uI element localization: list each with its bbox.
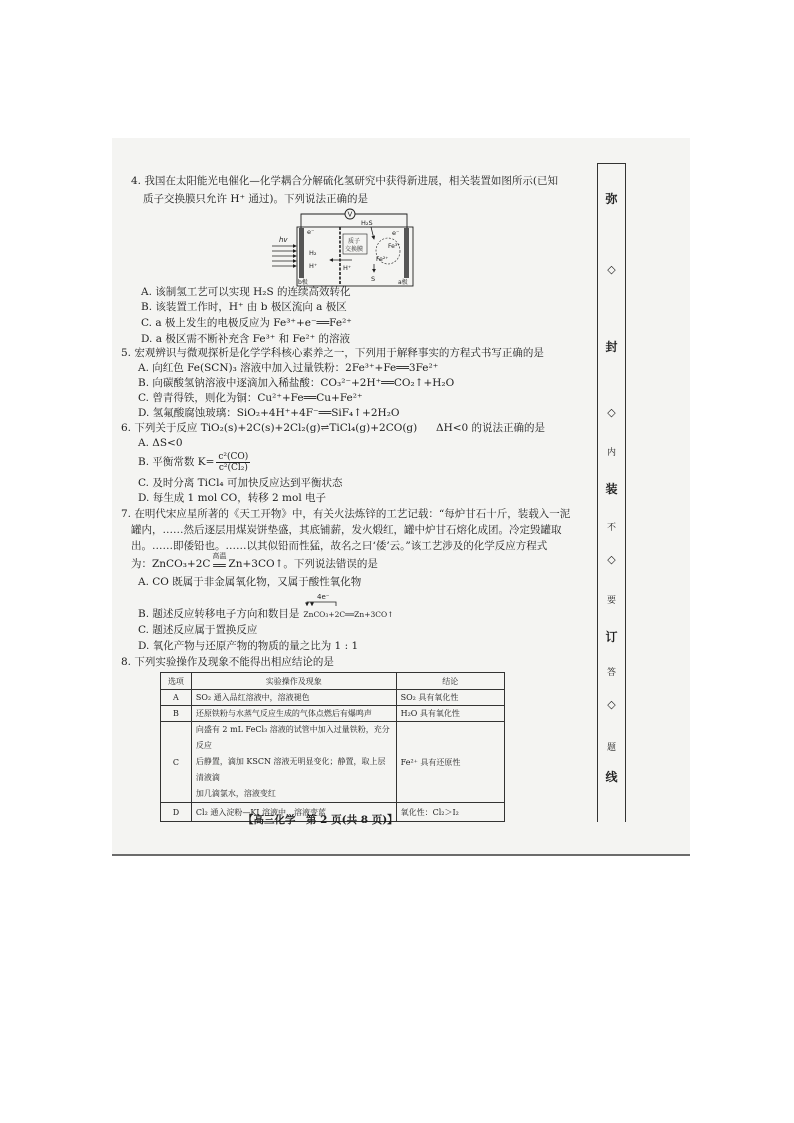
membrane-label-line-1: 质子 <box>348 238 361 245</box>
sulfur-label: S <box>371 275 376 283</box>
q6-option-b <box>138 451 250 473</box>
row-operation-line: 后静置，滴加 KSCN 溶液无明显变化；静置，取上层清液滴 <box>195 757 386 782</box>
strip-diamond: ◇ <box>607 406 616 419</box>
row-option: C <box>161 722 192 803</box>
q7-equation-right: Zn+3CO↑。下列说法错误的是 <box>228 558 378 570</box>
header-operation: 实验操作及现象 <box>191 673 396 690</box>
strip-diamond: ◇ <box>607 263 616 276</box>
table-row <box>161 706 505 722</box>
strip-char: 线 <box>605 770 618 784</box>
q7-equation-left: 为：ZnCO₃+2C <box>131 558 211 570</box>
table-row <box>161 690 505 706</box>
q4-option-b: B. 该装置工作时，H⁺ 由 b 极区流向 a 极区 <box>141 301 347 313</box>
page-footer: 【高三化学 第 2 页(共 8 页)】 <box>243 814 398 826</box>
q5-option-b: B. 向碳酸氢钠溶液中逐滴加入稀盐酸：CO₃²⁻+2H⁺══CO₂↑+H₂O <box>138 377 455 389</box>
strip-diamond: ◇ <box>607 698 616 711</box>
condition-high-temperature: 高温 <box>212 552 227 560</box>
q7-stem-line-4 <box>131 552 378 572</box>
header-option: 选项 <box>161 673 192 690</box>
strip-char: 弥 <box>605 192 618 206</box>
electron-left-label: e⁻ <box>307 228 315 236</box>
row-operation: 还原铁粉与水蒸气反应生成的气体点燃后有爆鸣声 <box>191 706 396 722</box>
q7-stem-line-2: 罐内，……然后逐层用煤炭饼垫盛，其底铺薪，发火煅红，罐中炉甘石熔化成团。冷定毁罐取 <box>131 524 562 536</box>
q7-option-c: C. 题述反应属于置换反应 <box>138 624 258 636</box>
strip-small-char: 内 <box>606 448 616 458</box>
q7-option-a: A. CO 既属于非金属氧化物，又属于酸性氧化物 <box>138 576 362 588</box>
light-label: hv <box>279 236 288 244</box>
q4-electrolysis-diagram <box>268 206 418 290</box>
a-pole-label: a极 <box>398 279 408 286</box>
fraction-denominator: c²(Cl₂) <box>218 462 248 473</box>
q6-option-b-prefix: B. 平衡常数 K= <box>138 456 215 468</box>
q5-stem: 5. 宏观辨识与微观探析是化学学科核心素养之一，下列用于解释事实的方程式书写正确的是 <box>121 347 544 359</box>
row-option: B <box>161 706 192 722</box>
strip-small-char: 要 <box>606 596 616 606</box>
electron-right-label: e⁻ <box>392 229 400 237</box>
strip-small-char: 答 <box>606 668 616 678</box>
b-pole-label: b极 <box>298 279 308 286</box>
q5-option-a: A. 向红色 Fe(SCN)₃ 溶液中加入过量铁粉：2Fe³⁺+Fe══3Fe²⁺ <box>138 362 439 374</box>
strip-char: 装 <box>605 482 618 496</box>
q4-option-d: D. a 极区需不断补充含 Fe³⁺ 和 Fe²⁺ 的溶液 <box>141 333 351 345</box>
row-conclusion: Fe²⁺ 具有还原性 <box>396 722 504 803</box>
q7-option-d: D. 氧化产物与还原产物的物质的量之比为 1 : 1 <box>138 640 359 652</box>
row-conclusion: 氧化性：Cl₂＞I₂ <box>396 803 504 822</box>
binding-strip <box>597 163 626 822</box>
row-conclusion: SO₂ 具有氧化性 <box>396 690 504 706</box>
q6-option-a: A. ΔS<0 <box>138 437 183 449</box>
q7-option-b-text: B. 题述反应转移电子方向和数目是 <box>138 608 300 620</box>
condition-equals-sign: ══ <box>213 560 226 572</box>
q4-stem-line-1: 4. 我国在太阳能光电催化—化学耦合分解硫化氢研究中获得新进展，相关装置如图所示(已知 <box>131 175 558 187</box>
reaction-condition <box>212 552 226 572</box>
strip-diamond: ◇ <box>607 553 616 566</box>
table-header-row <box>161 673 505 690</box>
h-plus-left-label: H⁺ <box>309 262 318 270</box>
q7-stem-line-1: 7. 在明代宋应星所著的《天工开物》中，有关火法炼锌的工艺记载：“每炉甘石十斤，装载入一泥 <box>121 508 571 520</box>
header-conclusion: 结论 <box>396 673 504 690</box>
electron-transfer-equation: ZnCO₃+2C══Zn+3CO↑ <box>303 610 394 619</box>
electron-count-label: 4e⁻ <box>317 593 330 601</box>
experiment-table <box>160 672 505 822</box>
q4-stem-line-2: 质子交换膜只允许 H⁺ 通过)。下列说法正确的是 <box>143 193 368 205</box>
row-operation <box>191 722 396 803</box>
strip-small-char: 不 <box>606 523 616 533</box>
row-operation: Cl₂ 通入淀粉—KI 溶液中，溶液变蓝 <box>191 803 396 822</box>
equilibrium-constant-fraction <box>216 452 250 473</box>
membrane-label-line-2: 交换膜 <box>345 246 364 253</box>
q4-option-c: C. a 极上发生的电极反应为 Fe³⁺+e⁻══Fe²⁺ <box>141 317 352 329</box>
h-plus-membrane-label: H⁺ <box>343 264 352 272</box>
q6-option-c: C. 及时分离 TiCl₄ 可加快反应达到平衡状态 <box>138 477 343 489</box>
q7-stem-line-3: 出。……即倭铅也。……以其似铅而性猛，故名之曰‘倭’云。”该工艺涉及的化学反应方程式 <box>131 540 548 552</box>
row-operation-line: 加几滴氯水，溶液变红 <box>195 789 276 798</box>
strip-char: 订 <box>605 630 618 644</box>
row-operation: SO₂ 通入品红溶液中，溶液褪色 <box>191 690 396 706</box>
voltmeter-label: V <box>347 210 353 219</box>
row-conclusion: H₂O 具有氧化性 <box>396 706 504 722</box>
row-operation-line: 向盛有 2 mL FeCl₃ 溶液的试管中加入过量铁粉，充分反应 <box>195 725 390 750</box>
row-option: A <box>161 690 192 706</box>
q7-option-b <box>138 593 394 622</box>
fraction-numerator: c²(CO) <box>218 451 249 462</box>
q5-option-d: D. 氢氟酸腐蚀玻璃：SiO₂+4H⁺+4F⁻══SiF₄↑+2H₂O <box>138 407 400 419</box>
strip-char: 封 <box>605 340 618 354</box>
a-electrode <box>404 228 409 278</box>
electron-transfer-bracket <box>303 592 363 606</box>
b-electrode <box>299 228 304 278</box>
light-arrows <box>272 246 296 266</box>
q5-option-c: C. 曾青得铁，则化为铜：Cu²⁺+Fe══Cu+Fe²⁺ <box>138 392 363 404</box>
row-option: D <box>161 803 192 822</box>
fe2-label: Fe²⁺ <box>376 256 389 263</box>
table-row <box>161 722 505 803</box>
h2s-arrow <box>371 227 374 239</box>
strip-small-char: 题 <box>606 743 616 753</box>
h2-label: H₂ <box>309 249 317 257</box>
electron-transfer-diagram <box>303 593 394 622</box>
fe3-label: Fe³⁺ <box>388 243 401 250</box>
q6-stem-reaction: 6. 下列关于反应 TiO₂(s)+2C(s)+2Cl₂(g)⇌TiCl₄(g)+2CO(g) <box>121 422 418 434</box>
q4-option-a: A. 该制氢工艺可以实现 H₂S 的连续高效转化 <box>141 286 351 298</box>
q8-stem: 8. 下列实验操作及现象不能得出相应结论的是 <box>121 656 334 668</box>
h2s-label: H₂S <box>361 219 373 227</box>
q6-stem-enthalpy: ΔH<0 的说法正确的是 <box>436 422 546 434</box>
q6-option-d: D. 每生成 1 mol CO，转移 2 mol 电子 <box>138 492 327 504</box>
